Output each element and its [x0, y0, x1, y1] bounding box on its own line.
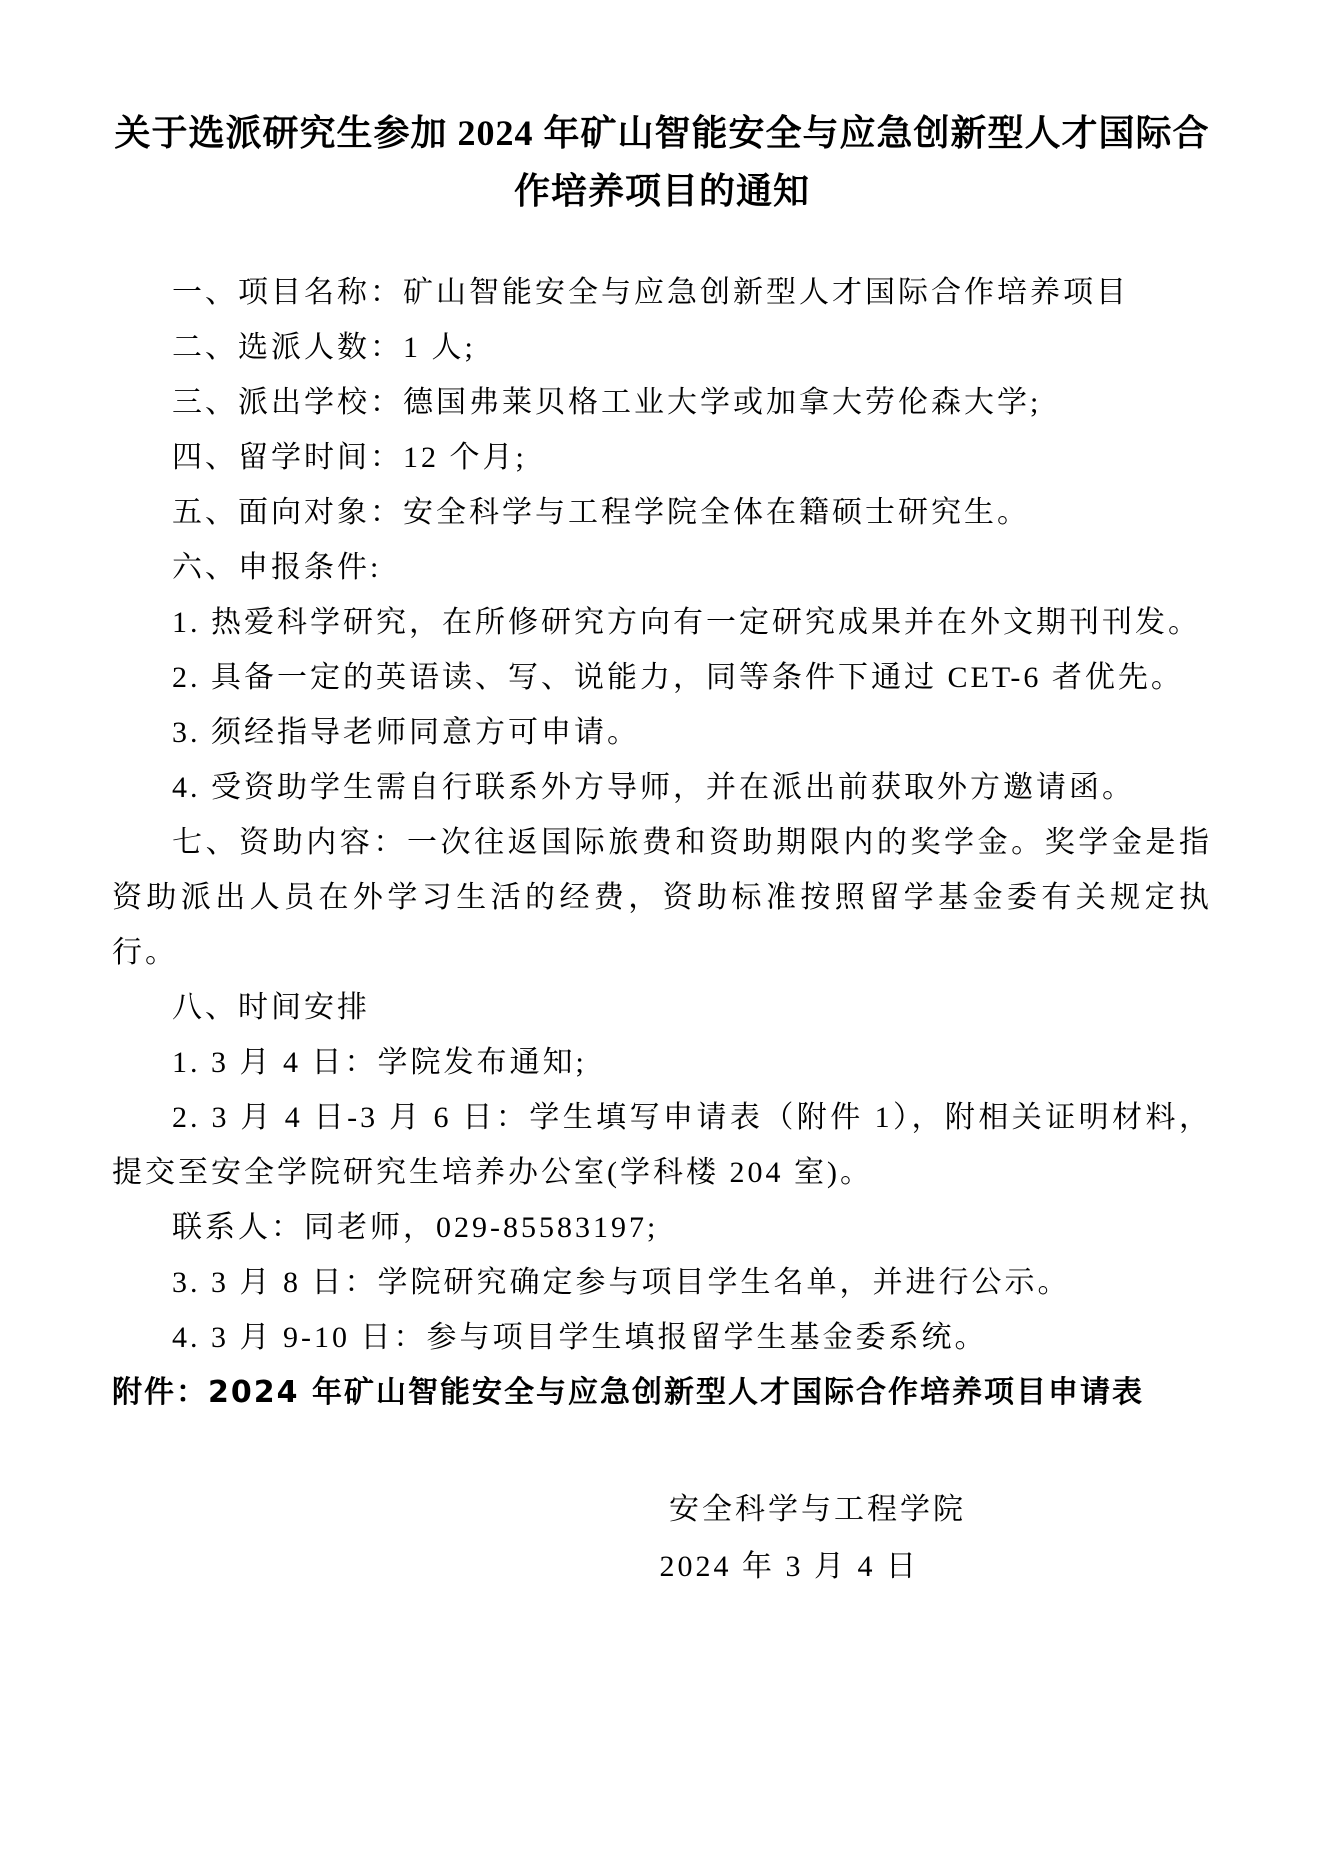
paragraph: 七、资助内容：一次往返国际旅费和资助期限内的奖学金。奖学金是指资助派出人员在外学习生活的经费，资助标准按照留学基金委有关规定执行。: [112, 826, 1212, 969]
notice-title: [112, 104, 1212, 220]
paragraph: 1. 3 月 4 日：学院发布通知;: [172, 1046, 587, 1079]
paragraph: 联系人：同老师，029-85583197;: [172, 1211, 659, 1244]
paragraph: 三、派出学校：德国弗莱贝格工业大学或加拿大劳伦森大学;: [172, 386, 1042, 419]
paragraph: 一、项目名称：矿山智能安全与应急创新型人才国际合作培养项目: [172, 276, 1129, 309]
paragraph: 2. 具备一定的英语读、写、说能力，同等条件下通过 CET-6 者优先。: [172, 661, 1184, 694]
paragraph: 3. 须经指导老师同意方可申请。: [172, 716, 640, 749]
notice-body: [112, 265, 1212, 1365]
paragraph: 二、选派人数：1 人;: [172, 331, 476, 364]
paragraph: 四、留学时间：12 个月;: [172, 441, 527, 474]
paragraph: 五、面向对象：安全科学与工程学院全体在籍硕士研究生。: [172, 496, 1030, 529]
paragraph: 八、时间安排: [172, 991, 370, 1024]
notice-title-line-2: 作培养项目的通知: [513, 171, 810, 211]
notice-title-line-1: 关于选派研究生参加 2024 年矿山智能安全与应急创新型人才国际合: [114, 113, 1210, 153]
paragraph: 六、申报条件:: [172, 551, 382, 584]
paragraph: 2. 3 月 4 日-3 月 6 日：学生填写申请表（附件 1），附相关证明材料，提交至安全学院研究生培养办公室(学科楼 204 室)。: [112, 1101, 1212, 1189]
attachment-line: 附件：2024 年矿山智能安全与应急创新型人才国际合作培养项目申请表: [112, 1375, 1144, 1410]
paragraph: 3. 3 月 8 日：学院研究确定参与项目学生名单，并进行公示。: [172, 1266, 1071, 1299]
paragraph: 4. 受资助学生需自行联系外方导师，并在派出前获取外方邀请函。: [172, 771, 1135, 804]
signature-organization: 安全科学与工程学院: [669, 1493, 966, 1526]
signature-date: 2024 年 3 月 4 日: [659, 1550, 919, 1583]
paragraph: 4. 3 月 9-10 日：参与项目学生填报留学生基金委系统。: [172, 1321, 988, 1354]
paragraph: 1. 热爱科学研究，在所修研究方向有一定研究成果并在外文期刊刊发。: [172, 606, 1201, 639]
signature-block: [112, 1482, 1212, 1594]
